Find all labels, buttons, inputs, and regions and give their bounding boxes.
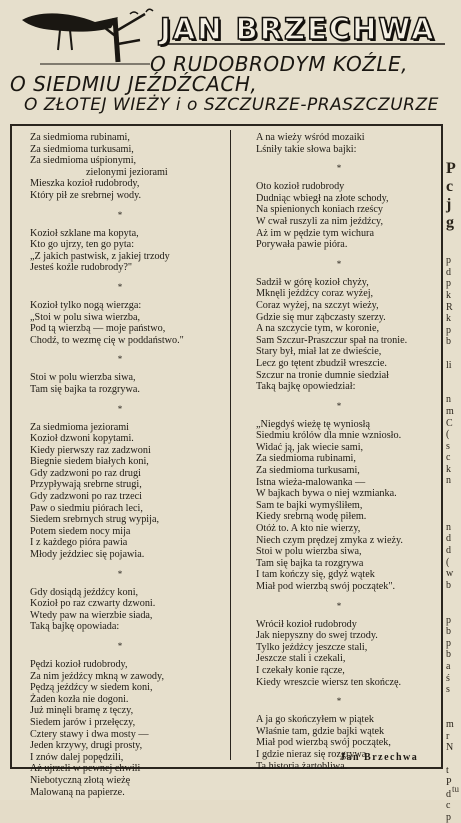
poem-line: Młody jeździec się pojawia. [30, 549, 145, 561]
edge-text-fragment: j [446, 196, 452, 213]
poem-line: Potem siedem nocy mija [30, 525, 131, 537]
edge-text-fragment: c [446, 800, 451, 812]
edge-text-fragment: n [446, 394, 451, 406]
edge-text-fragment: c [446, 452, 451, 464]
poem-line: Za siedmioma rubinami, [30, 132, 130, 143]
edge-text-fragment: k [446, 289, 451, 301]
poem-line: Lśniły takie słowa bajki: [256, 143, 357, 155]
edge-text-fragment [446, 707, 461, 719]
stanza-separator-star: * [336, 600, 342, 611]
poem-line: Porywała pawie pióra. [256, 239, 348, 251]
edge-text-fragment [446, 591, 461, 603]
author-title: JAN BRZECHWA [160, 12, 436, 46]
edge-text-fragment: s [446, 684, 450, 696]
poem-line: Gdy zadzwoni po raz trzeci [30, 491, 143, 503]
edge-text-fragment [446, 371, 461, 383]
edge-text-fragment [446, 499, 461, 511]
stanza-separator-star: * [336, 258, 342, 269]
edge-text-fragment: g [446, 214, 454, 231]
poem-line: Stary był, miał lat ze dwieście, [256, 346, 382, 358]
poem-column-left [30, 132, 230, 798]
poem-line: Tylko jeźdźcy jeszcze stali, [256, 641, 368, 653]
poem-line: Za siedmioma jeziorami [30, 421, 130, 433]
edge-text-fragment: p [446, 324, 451, 336]
poem-line: Taką bajkę opowiedział: [256, 381, 356, 393]
poem-line: Tam się bajka ta rozgrywa [256, 557, 364, 569]
edge-text-fragment: li [446, 359, 452, 371]
poem-line: Stoi w polu wierzba siwa, [256, 546, 362, 558]
column-divider [230, 130, 231, 760]
edge-text-fragment: t [446, 765, 449, 777]
stanza-separator-star: * [336, 696, 342, 707]
poem-line: Gdy dosiądą jeźdźcy koni, [30, 586, 139, 598]
subtitle-line-3: O ZŁOTEJ WIEŻY i o SZCZURZE-PRASZCZURZE [24, 95, 439, 115]
edge-text-fragment: c [446, 178, 454, 195]
poem-line: Mknęli jeźdźcy coraz wyżej, [256, 288, 374, 300]
edge-text-fragment: d [446, 788, 451, 800]
poem-line: Tam się bajka ta rozgrywa. [30, 383, 140, 395]
edge-text-fragment: b [446, 649, 451, 661]
poem-line: Kiedy wreszcie wiersz ten skończę. [256, 676, 402, 688]
poem-line: Siedmiu królów dla mnie wzniosło. [256, 430, 402, 442]
stanza-separator-star: * [117, 281, 123, 292]
edge-text-fragment: a [446, 660, 451, 672]
poem-line: Sadził w górę kozioł chyży, [256, 276, 369, 288]
poem-header [0, 0, 461, 125]
edge-text-fragment: ( [446, 429, 450, 441]
poem-line: Na spienionych koniach rześcy [256, 204, 384, 216]
poem-line: Za siedmioma turkusami, [256, 465, 360, 477]
poem-line: Właśnie tam, gdzie bajki wątek [256, 725, 385, 737]
poem-line: Za siedmioma uśpionymi, [30, 155, 137, 167]
bottom-text-fragment: tu [451, 784, 459, 794]
poem-line: Kozioł tylko nogą wierzga: [30, 299, 142, 311]
poem-line: Miał pod wierzbą swój początek, [256, 737, 391, 749]
poem-line: Kozioł szklane ma kopyta, [30, 227, 139, 239]
edge-text-fragment [446, 244, 461, 256]
edge-text-fragment [446, 383, 461, 395]
poem-line: Kiedy pierwszy raz zadzwoni [30, 444, 151, 456]
edge-text-fragment: p [446, 811, 451, 823]
edge-text-fragment [446, 603, 461, 615]
subtitle-line-2: O SIEDMIU JEŹDŹCACH, [10, 72, 258, 96]
poem-line: I gdzie nieraz się rozgrywa [256, 748, 367, 760]
stanza-separator-star: * [336, 163, 342, 174]
poem-line: Wtedy paw na wierzbie siada, [30, 609, 153, 621]
edge-text-fragment: b [446, 579, 451, 591]
poem-line: Gdy zadzwoni po raz drugi [30, 467, 141, 479]
adjacent-article-fragment [446, 160, 461, 823]
edge-text-fragment: k [446, 463, 451, 475]
poem-line: Żaden kozła nie dogoni. [30, 693, 129, 705]
poem-line: Szczur na tronie dumnie siedział [256, 369, 389, 381]
poem-line: Za siedmioma rubinami, [256, 453, 356, 465]
poem-line: Coraz wyżej, na szczyt wieży, [256, 299, 379, 311]
edge-text-fragment: m [446, 718, 454, 730]
poem-line: A ja go skończyłem w piątek [256, 714, 374, 726]
edge-text-fragment: ( [446, 556, 450, 568]
poem-line: Jak niepyszny do swej trzody. [256, 630, 378, 642]
poem-line: „Niegdyś wieżę tę wyniosłą [256, 418, 371, 430]
poem-line: Pędzi kozioł rudobrody, [30, 659, 128, 670]
poem-line: Sam Szczur-Praszczur spał na tronie. [256, 334, 408, 346]
poem-line: A na szczycie tym, w koronie, [256, 323, 380, 335]
poem-line: Niech czym prędzej zmyka z wieży. [256, 534, 403, 546]
poem-line: Biegnie siedem białych koni, [30, 456, 149, 468]
edge-text-fragment: s [446, 440, 450, 452]
edge-text-fragment: d [446, 545, 451, 557]
poem-line: W bajkach bywa o niej wzmianka. [256, 488, 397, 500]
poem-line: Aż ujrzeli w pewnej chwili [30, 763, 141, 775]
poem-signature: Jan Brzechwa [340, 752, 419, 763]
poem-line: Stoi w polu wierzba siwa, [30, 372, 136, 384]
stanza-separator-star: * [117, 354, 123, 365]
poem-line: Chodź, to wezmę cię w poddaństwo." [30, 334, 184, 346]
poem-line: Kozioł po raz czwarty dzwoni. [30, 598, 156, 610]
edge-text-fragment: r [446, 730, 450, 742]
edge-text-fragment: b [446, 336, 451, 348]
edge-text-fragment: ś [446, 672, 450, 684]
poem-line: Paw o siedmiu piórach leci, [30, 502, 143, 514]
poem-line: Pod tą wierzbą — moje państwo, [30, 323, 166, 335]
poem-line: Miał pod wierzbą swój początek". [256, 581, 396, 592]
poem-column-right [256, 132, 442, 772]
poem-line: Przypływają srebrne strugi, [30, 479, 142, 491]
poem-line: Niebotyczną złotą wieżę [30, 774, 131, 786]
poem-line: Za siedmioma turkusami, [30, 143, 134, 155]
poem-line: Kto go ujrzy, ten go pyta: [30, 239, 135, 251]
edge-text-fragment [446, 487, 461, 499]
edge-text-fragment: n [446, 475, 451, 487]
poem-line: I z każdego pióra pawia [30, 537, 128, 549]
poem-line: Który pił ze srebrnej wody. [30, 189, 142, 201]
poem-line: Jeszcze stali i czekali, [256, 653, 346, 665]
edge-text-fragment: w [446, 568, 454, 580]
poem-line: Otóż to. A kto nie wierzy, [256, 523, 361, 535]
poem-line: I czekały konie rącze, [256, 664, 345, 676]
edge-text-fragment: C [446, 417, 453, 429]
poem-line: Siedem jarów i przełęczy, [30, 716, 136, 728]
poem-line: Jesteś koźle rudobrody?" [30, 262, 133, 274]
poem-line: „Z jakich pastwisk, z jakiej trzody [30, 250, 170, 262]
edge-text-fragment: m [446, 405, 454, 417]
edge-text-fragment: p [446, 637, 451, 649]
stanza-separator-star: * [117, 568, 123, 579]
poem-line: Oto kozioł rudobrody [256, 181, 345, 193]
poem-line: „Stoi w polu siwa wierzba, [30, 311, 141, 323]
poem-line: Sam te bajki wymyśliłem, [256, 499, 363, 511]
poem-line: Za nim jeźdźcy mkną w zawody, [30, 670, 164, 682]
stanza-separator-star: * [336, 400, 342, 411]
edge-text-fragment: P [446, 160, 456, 177]
stanza-separator-star: * [117, 209, 123, 220]
poem-line: Jeden krzywy, drugi prosty, [30, 740, 143, 752]
poem-line: Aż im w pędzie tym wichura [256, 227, 374, 239]
edge-text-fragment [446, 696, 461, 708]
edge-text-fragment: p [446, 255, 451, 267]
poem-line: Widać ją, jak wiecie sami, [256, 441, 364, 453]
stanza-separator-star: * [117, 403, 123, 414]
stanza-separator-star: * [117, 641, 123, 651]
edge-text-fragment: n [446, 521, 451, 533]
poem-line: I tam kończy się, gdyż wątek [256, 569, 375, 581]
edge-text-fragment: P [446, 776, 452, 788]
poem-line: Wrócił kozioł rudobrody [256, 618, 357, 630]
poem-line: Istna wieża-malowanka — [256, 476, 366, 488]
edge-text-fragment: R [446, 301, 453, 313]
edge-text-fragment: b [446, 626, 451, 638]
edge-text-fragment: d [446, 266, 451, 278]
poem-line: Kiedy srebrną wodę piłem. [256, 511, 367, 523]
edge-text-fragment: N [446, 742, 454, 754]
edge-text-fragment: p [446, 278, 451, 290]
poem-line: Już minęli bramę z tęczy, [30, 705, 134, 717]
subtitle-line-1: O RUDOBRODYM KOŹLE, [150, 52, 409, 76]
poem-line: Kozioł dzwoni kopytami. [30, 433, 134, 445]
edge-text-fragment: d [446, 533, 451, 545]
poem-line: Mieszka kozioł rudobrody, [30, 178, 140, 190]
poem-line: Lecz go tętent zbudził wreszcie. [256, 357, 387, 369]
poem-line: Pędzą jeźdźcy w siedem koni, [30, 682, 153, 694]
poem-line: W cwał ruszyli za nim jeźdźcy, [256, 215, 384, 227]
poem-line: Siedem srebrnych strug wypija, [30, 514, 160, 526]
poem-line: Cztery stawy i dwa mosty — [30, 728, 149, 740]
poem-line: Dudniąc wbiegł na złote schody, [256, 192, 389, 204]
poem-line: Ta historia żartobliwa. [256, 760, 348, 772]
poem-line: I znów dalej popędzili, [30, 751, 124, 763]
bottom-strip [0, 778, 461, 800]
poem-line: Malowaną na papierze. [30, 786, 125, 798]
edge-text-fragment [446, 754, 461, 766]
edge-text-fragment [446, 510, 461, 522]
poem-line: A na wieży wśród mozaiki [256, 132, 365, 143]
poem-line: Gdzie się mur ząbczasty szerzy. [256, 311, 386, 323]
edge-text-fragment: p [446, 614, 451, 626]
poem-line: Taką bajkę opowiada: [30, 621, 120, 633]
edge-text-fragment: k [446, 313, 451, 325]
edge-text-fragment [446, 232, 461, 244]
edge-text-fragment [446, 348, 461, 360]
poem-line: zielonymi jeziorami [86, 166, 168, 178]
